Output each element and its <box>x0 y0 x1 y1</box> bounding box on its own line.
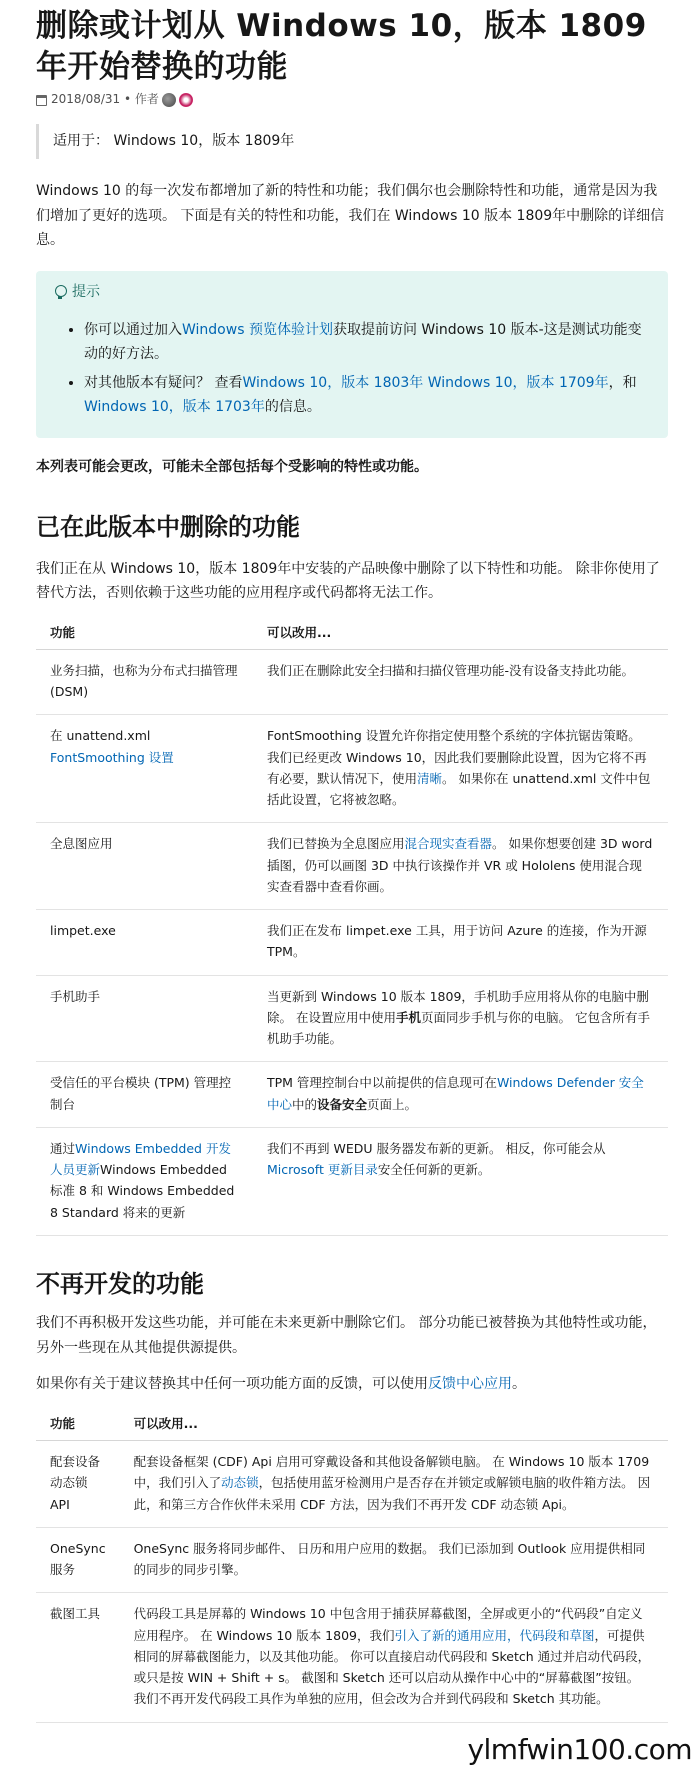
version-1703-link[interactable]: Windows 10，版本 1703年 <box>84 399 265 416</box>
table-row: 业务扫描，也称为分布式扫描管理 (DSM) 我们正在删除此安全扫描和扫描仪管理功能-没有设备支持此功能。 <box>36 649 668 715</box>
table-header-row <box>36 616 668 650</box>
tip-item: • 你可以通过加入Windows 预览体验计划获取提前访问 Windows 10 版本-这是测试功能变动的好方法。 <box>84 318 650 367</box>
dynamic-lock-link[interactable]: 动态锁 <box>221 1475 259 1491</box>
table-row: OneSync 服务 OneSync 服务将同步邮件、 日历和用户应用的数据。 我们已添加到 Outlook 应用提供相同的同步的同步引擎。 <box>36 1527 668 1593</box>
table-row: 受信任的平台模块 (TPM) 管理控制台 TPM 管理控制台中以前提供的信息现可在Windows Defender 安全中心中的设备安全页面上。 <box>36 1062 668 1128</box>
removed-description: 我们正在从 Windows 10，版本 1809年中安装的产品映像中删除了以下特性和功能。 除非你使用了替代方法，否则依赖于这些功能的应用程序或代码都将无法工作。 <box>36 560 660 602</box>
tip-header <box>54 281 650 304</box>
feedback-paragraph: 如果你有关于建议替换其中任何一项功能方面的反馈，可以使用反馈中心应用。 <box>36 1376 526 1393</box>
article-meta: 2018/08/31 • 作者 <box>36 90 668 110</box>
change-note: 本列表可能会更改，可能未全部包括每个受影响的特性或功能。 <box>36 458 428 475</box>
column-header-feature: 功能 <box>36 616 253 650</box>
removed-heading: 已在此版本中删除的功能 <box>36 513 300 542</box>
lightbulb-icon <box>54 285 66 300</box>
table-row: 手机助手 当更新到 Windows 10 版本 1809，手机助手应用将从你的电脑中删除。 在设置应用中使用手机页面同步手机与你的电脑。 它包含所有手机助手功能。 <box>36 975 668 1062</box>
table-row: 通过Windows Embedded 开发人员更新Windows Embedded 标准 8 和 Windows Embedded 8 Standard 将来的更新 我们不再到 WEDU 服务器发布新的更新。 相反，你可能会从 Microsoft 更新目录安全任何新的更新。 <box>36 1127 668 1235</box>
cleartype-link[interactable]: 清晰 <box>417 770 443 786</box>
author-label: 作者 <box>134 92 159 107</box>
column-header-replacement: 可以改用... <box>253 616 668 650</box>
table-row: 配套设备动态锁 API 配套设备框架 (CDF) Api 启用可穿戴设备和其他设备解锁电脑。 在 Windows 10 版本 1709 中，我们引入了动态锁，包括使用蓝牙检测用户是否存在并锁定或解锁电脑的收件箱方法。 因此，和第三方合作伙伴未采用 CDF 方法，因为我们不再开发 CDF 动态锁 Api。 <box>36 1441 668 1528</box>
mixed-reality-viewer-link[interactable]: 混合现实查看器 <box>404 836 493 852</box>
table-row: 在 unattend.xml FontSmoothing 设置 FontSmoothing 设置允许你指定使用整个系统的字体抗锯齿策略。 我们已经更改 Windows 10，因此我们要删除此设置，因为它将不再有必要，默认情况下，使用清晰。 如果你在 unattend.xml 文件中包括此设置，它将被忽略。 <box>36 715 668 823</box>
embedded-updates-link[interactable]: Windows Embedded 开发人员更新 <box>50 1140 231 1178</box>
page-title: 删除或计划从 Windows 10，版本 1809年开始替换的功能 <box>36 8 647 86</box>
deprecated-heading: 不再开发的功能 <box>36 1269 204 1298</box>
site-watermark: ylmfwin100.com <box>467 1732 692 1766</box>
snip-sketch-link[interactable]: 引入了新的通用应用，代码段和草图 <box>394 1627 595 1643</box>
table-row: limpet.exe 我们正在发布 limpet.exe 工具，用于访问 Azure 的连接，作为开源 TPM。 <box>36 910 668 976</box>
tip-label: 提示 <box>72 283 100 300</box>
column-header-replacement: 可以改用... <box>120 1407 668 1441</box>
column-header-feature: 功能 <box>36 1407 120 1441</box>
tip-item: • 对其他版本有疑问？ 查看Windows 10，版本 1803年 Windows 10，版本 1709年，和 Windows 10，版本 1703年的信息。 <box>84 371 650 420</box>
calendar-icon <box>36 95 47 106</box>
publish-date: 2018/08/31 <box>51 92 121 107</box>
feedback-hub-link[interactable]: 反馈中心应用 <box>428 1376 512 1393</box>
insider-program-link[interactable]: Windows 预览体验计划 <box>182 321 333 338</box>
author-avatar[interactable] <box>162 93 176 107</box>
fontsmoothing-link[interactable]: FontSmoothing 设置 <box>50 749 174 765</box>
intro-paragraph: Windows 10 的每一次发布都增加了新的特性和功能；我们偶尔也会删除特性和功能，通常是因为我们增加了更好的选项。 下面是有关的特性和功能，我们在 Windows 10 版本 1809年中删除的详细信息。 <box>36 183 665 249</box>
applies-to: 适用于： Windows 10，版本 1809年 <box>36 124 668 159</box>
tip-box <box>36 271 668 438</box>
author-avatar[interactable] <box>179 93 193 107</box>
deprecated-description: 我们不再积极开发这些功能，并可能在未来更新中删除它们。 部分功能已被替换为其他特性或功能，另外一些现在从其他提供源提供。 <box>36 1315 657 1356</box>
defender-security-center-link[interactable]: Windows Defender 安全中心 <box>267 1075 644 1112</box>
version-1803-link[interactable]: Windows 10，版本 1803年 <box>242 374 424 391</box>
table-row: 全息图应用 我们已替换为全息图应用混合现实查看器。 如果你想要创建 3D word 插图，仍可以画图 3D 中执行该操作并 VR 或 Hololens 使用混合现实查看器中查看你画。 <box>36 823 668 910</box>
table-header-row <box>36 1407 668 1441</box>
table-row: 截图工具 代码段工具是屏幕的 Windows 10 中包含用于捕获屏幕截图，全屏或更小的“代码段”自定义应用程序。 在 Windows 10 版本 1809，我们引入了新的通用应用，代码段和草图，可提供相同的屏幕截图能力，以及其他功能。 你可以直接启动代码段和 Sketch 通过并启动代码段，或只是按 WIN + Shift + s。 截图和 Sketch 还可以启动从操作中心中的“屏幕截图”按钮。 我们不再开发代码段工具作为单独的应用，但会改为合并到代码段和 Sketch 其功能。 <box>36 1593 668 1722</box>
tip-list <box>54 318 650 420</box>
update-catalog-link[interactable]: Microsoft 更新目录 <box>267 1162 378 1178</box>
deprecated-features-table <box>36 1407 668 1723</box>
version-1709-link[interactable]: Windows 10，版本 1709年 <box>427 374 609 391</box>
removed-features-table <box>36 616 668 1236</box>
